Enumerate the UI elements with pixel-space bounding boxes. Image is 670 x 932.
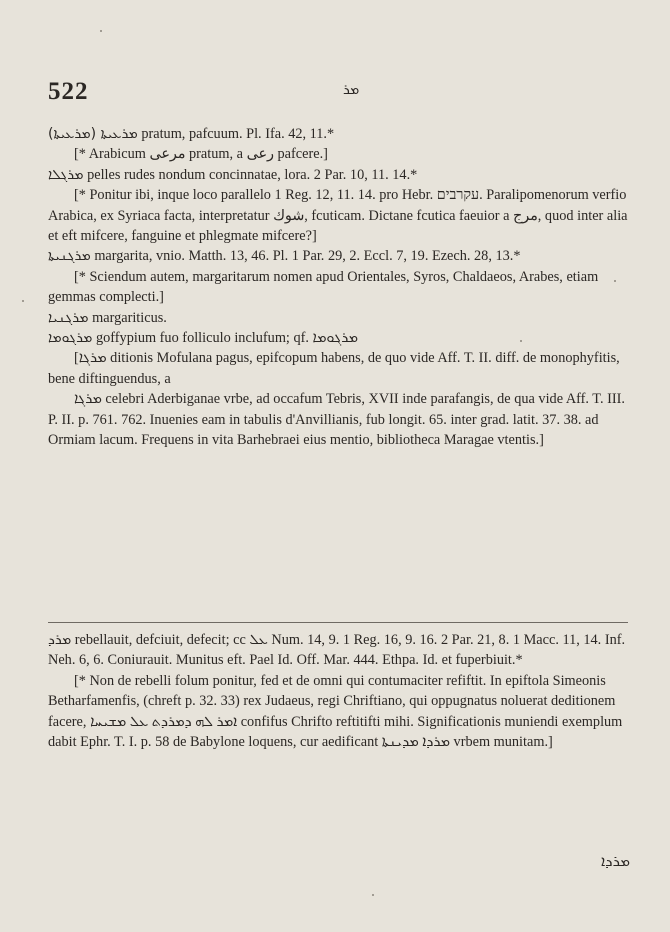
syriac-headword: ܡܪܓܘܡܐ [48,330,93,347]
catchword: ܡܪܕܐ [600,852,630,870]
dictionary-column [48,124,628,451]
dictionary-entry [48,246,628,266]
entry-note: [ܡܪܓܐ ditionis Mofulana pagus, epifcopum habens, de quo vide Aff. T. II. diff. de monophyfitis, bene diftinguendus, a [48,350,620,387]
entry-definition: margarita, vnio. Matth. 13, 46. Pl. 1 Par. 29, 2. Eccl. 7, 19. Ezech. 28, 13.* [94,248,521,265]
syriac-headword: ܡܪܕ [48,632,72,648]
entry-definition: margariticus. [92,309,167,326]
syriac-headword: ܡܪܓܢܝܬܐ [48,248,91,265]
dictionary-column-lower [48,630,628,752]
syriac-headword: (ܡܪܥܝܬܐ) ܡܪܥܝܬܐ [48,126,138,142]
section-divider [48,622,628,623]
entry-note: [* Non de rebelli folum ponitur, fed et de omni qui contumaciter refiftit. In epiftola Simeonis Betharfamenfis, (chreft p. 32. 33) rex Judaeus, regi Chriftiano, qui oppugnatus noluerat deditionem facere, ܐܡܪ ܠܗ ܕܡܪܕܬ ܥܠ ܡܫܝܚܐ confifus Chrifto reftitifti mihi. Significationis muniendi exemplum dabit Ephr. T. I. p. 58 de Babylone loquens, cur aedificant ܡܪܕܐ ܡܕܝܢܬܐ vrbem munitam.] [48,672,623,751]
entry-definition: goffypium fuo folliculo inclufum; qf. ܡܪܓܘܡܐ [96,330,358,347]
entry-note: [* Sciendum autem, margaritarum nomen apud Orientales, Syros, Chaldaeos, Arabes, etiam gemmas complecti.] [48,268,599,306]
paper-speck [372,894,374,896]
entry-definition: rebellauit, defciuit, defecit; cc ܥܠ Num. 14, 9. 1 Reg. 16, 9. 16. 2 Par. 21, 8. 1 Macc. 11, 14. Inf. Neh. 6, 6. Coniurauit. Munitus eft. Pael Id. Off. Mar. 444. Ethpa. Id. et fuperbiuit.* [48,632,626,669]
dictionary-entry [48,124,628,144]
dictionary-entry [48,308,628,328]
page-number: 522 [48,78,89,105]
entry-note: [* Ponitur ibi, inque loco parallelo 1 Reg. 12, 11. 14. pro Hebr. עקרבים. Paralipomenorum verfio Arabica, ex Syriaca facta, interpretatur شوك, fcuticam. Dictane fcutica faeuior a مرج, quod inter alia et eft mifcere, fanguine et phlegmate mifcere?] [48,187,628,245]
running-head: ܡܪ [343,82,360,98]
dictionary-entry [48,165,628,185]
entry-definition: pelles rudes nondum concinnatae, lora. 2 Par. 10, 11. 14.* [87,166,418,183]
dictionary-entry [48,328,628,348]
entry-note: [* Arabicum مرعى pratum, a رعى pafcere.] [74,146,328,163]
paper-speck [100,30,102,32]
page-header [48,78,622,108]
dictionary-entry [48,630,628,671]
syriac-headword: ܡܪܓܢܝܐ [48,309,89,326]
entry-definition: pratum, pafcuum. Pl. Ifa. 42, 11.* [141,126,335,142]
syriac-headword: ܡܪܓܠܐ [48,166,84,183]
paper-speck [614,280,616,282]
paper-speck [520,340,522,342]
paper-speck [22,300,24,302]
entry-note: ܡܪܓܐ celebri Aderbiganae vrbe, ad occafum Tebris, XVII inde parafangis, de qua vide Aff. T. III. P. II. p. 761. 762. Inuenies eam in tabulis d'Anvillianis, fub longit. 65. inter grad. latit. 37. 38. ad Ormiam lacum. Frequens in vita Barhebraei eius mentio, bibliotheca Maragae vtentis.] [48,391,625,449]
